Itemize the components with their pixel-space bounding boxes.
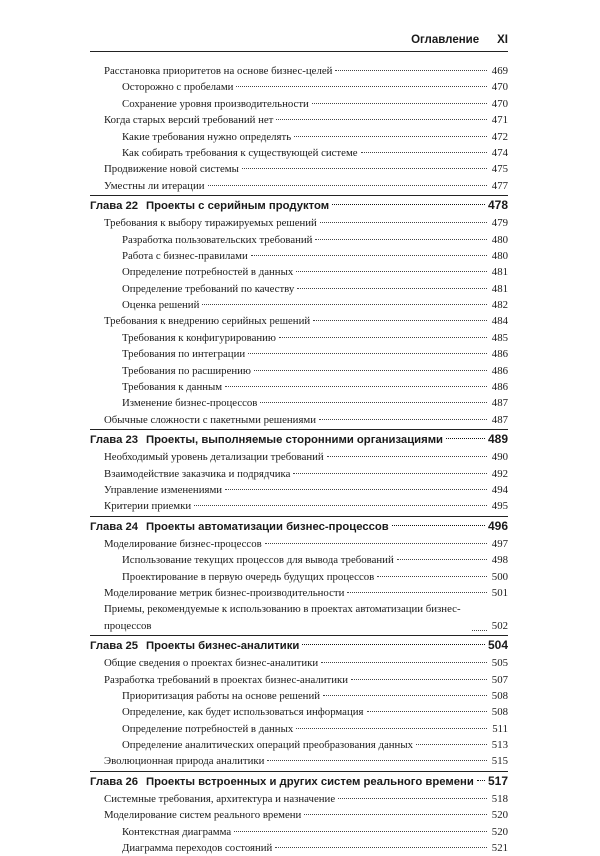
toc-entry-page: 481 xyxy=(491,282,508,295)
leader-dots xyxy=(367,711,487,712)
toc-entry-label: Изменение бизнес-процессов xyxy=(122,397,258,410)
leader-dots xyxy=(323,695,487,696)
toc-entry-page: 486 xyxy=(491,348,508,361)
toc-entry-page: 502 xyxy=(491,619,508,632)
chapter-title: Проекты, выполняемые сторонними организациями xyxy=(146,434,443,447)
toc-entry-page: 470 xyxy=(491,81,508,94)
toc-entry-page: 487 xyxy=(491,397,508,410)
chapter-page: 489 xyxy=(487,432,508,447)
toc-entry[interactable] xyxy=(90,264,508,280)
toc-entry[interactable] xyxy=(90,807,508,823)
chapter-page: 517 xyxy=(487,773,508,788)
toc-entry[interactable] xyxy=(90,721,508,737)
toc-entry[interactable] xyxy=(90,655,508,671)
chapter-title: Проекты встроенных и других систем реального времени xyxy=(146,775,474,788)
header-title: Оглавление xyxy=(411,34,480,46)
leader-dots xyxy=(225,386,487,387)
leader-dots xyxy=(361,152,487,153)
toc-entry-label: Осторожно с пробелами xyxy=(122,81,234,94)
leader-dots xyxy=(194,505,487,506)
toc-entry[interactable] xyxy=(90,248,508,264)
toc-entry[interactable] xyxy=(90,112,508,128)
toc-entry[interactable] xyxy=(90,536,508,552)
toc-entry[interactable] xyxy=(90,482,508,498)
leader-dots xyxy=(296,271,487,272)
toc-entry-page: 513 xyxy=(491,739,508,752)
toc-entry-label: Общие сведения о проектах бизнес-аналитики xyxy=(104,657,319,670)
toc-entry-label: Моделирование метрик бизнес-производительности xyxy=(104,586,345,599)
leader-dots xyxy=(236,86,487,87)
toc-entry-label: Моделирование систем реального времени xyxy=(104,809,302,822)
leader-dots xyxy=(315,239,487,240)
leader-dots xyxy=(332,204,485,205)
toc-entry[interactable] xyxy=(90,466,508,482)
toc-entry[interactable] xyxy=(90,232,508,248)
toc-entry-page: 471 xyxy=(491,114,508,127)
chapter-number: Глава 24 xyxy=(90,520,139,533)
toc-entry-label: Определение требований по качеству xyxy=(122,282,295,295)
toc-entry[interactable] xyxy=(90,552,508,568)
leader-dots xyxy=(338,798,487,799)
leader-dots xyxy=(319,419,487,420)
toc-entry-page: 520 xyxy=(491,809,508,822)
toc-entry[interactable] xyxy=(90,281,508,297)
running-header xyxy=(90,30,508,50)
toc-entry[interactable] xyxy=(90,96,508,112)
toc-entry-page: 482 xyxy=(491,299,508,312)
toc-entry-label: Необходимый уровень детализации требований xyxy=(104,451,324,464)
toc-entry-page: 481 xyxy=(491,266,508,279)
chapter-page: 496 xyxy=(487,518,508,533)
toc-entry-page: 505 xyxy=(491,657,508,670)
toc-entry[interactable] xyxy=(90,215,508,231)
toc-entry-label: Работа с бизнес-правилами xyxy=(122,249,248,262)
leader-dots xyxy=(335,70,487,71)
toc-entry[interactable] xyxy=(90,412,508,428)
toc-entry-label: Требования к внедрению серийных решений xyxy=(104,315,311,328)
toc-entry-label: Проектирование в первую очередь будущих процессов xyxy=(122,570,375,583)
leader-dots xyxy=(347,592,487,593)
toc-entry-label: Разработка требований в проектах бизнес-аналитики xyxy=(104,673,349,686)
toc-entry[interactable] xyxy=(90,129,508,145)
toc-entry[interactable] xyxy=(90,672,508,688)
leader-dots xyxy=(296,728,487,729)
toc-entry-page: 486 xyxy=(491,364,508,377)
chapter-heading[interactable] xyxy=(90,771,508,791)
leader-dots xyxy=(312,103,487,104)
toc-entry-page: 508 xyxy=(491,689,508,702)
toc-entry[interactable] xyxy=(90,79,508,95)
toc-entry-page: 480 xyxy=(491,249,508,262)
toc-entry[interactable] xyxy=(90,449,508,465)
chapter-number: Глава 23 xyxy=(90,434,139,447)
toc-entry-page: 486 xyxy=(491,381,508,394)
toc-entry-label: Требования по расширению xyxy=(122,364,251,377)
toc-entry[interactable] xyxy=(90,63,508,79)
toc-entry-page: 501 xyxy=(491,586,508,599)
toc-entry-label: Когда старых версий требований нет xyxy=(104,114,274,127)
toc-entry-label: Определение аналитических операций преобразования данных xyxy=(122,739,413,752)
chapter-title: Проекты бизнес-аналитики xyxy=(146,640,300,653)
leader-dots xyxy=(297,288,487,289)
toc-entry-label: Уместны ли итерации xyxy=(104,179,205,192)
toc-entry-label: Моделирование бизнес-процессов xyxy=(104,537,262,550)
chapter-heading[interactable] xyxy=(90,195,508,215)
toc-entry-label: Использование текущих процессов для вывода требований xyxy=(122,554,394,567)
header-page-number: XI xyxy=(497,34,508,46)
toc-entry-page: 470 xyxy=(491,97,508,110)
toc-entry-label: Требования к выбору тиражируемых решений xyxy=(104,217,317,230)
toc-entry-page: 480 xyxy=(491,233,508,246)
toc-entry[interactable] xyxy=(90,145,508,161)
toc-entry[interactable] xyxy=(90,569,508,585)
leader-dots xyxy=(267,760,487,761)
toc-entry-label: Обычные сложности с пакетными решениями xyxy=(104,413,317,426)
toc-entry-page: 479 xyxy=(491,217,508,230)
toc-entry[interactable] xyxy=(90,363,508,379)
toc-entry-label: Системные требования, архитектура и назначение xyxy=(104,792,336,805)
leader-dots xyxy=(251,255,487,256)
leader-dots xyxy=(276,119,487,120)
leader-dots xyxy=(416,744,487,745)
leader-dots xyxy=(397,559,487,560)
toc-entry-label: Сохранение уровня производительности xyxy=(122,97,309,110)
header-rule xyxy=(90,51,508,52)
toc-entry-page: 497 xyxy=(491,537,508,550)
toc-entry[interactable] xyxy=(90,395,508,411)
leader-dots xyxy=(248,353,487,354)
toc-entry[interactable] xyxy=(90,840,508,856)
chapter-number: Глава 25 xyxy=(90,640,139,653)
toc-entry[interactable] xyxy=(90,178,508,194)
toc-entry-page: 518 xyxy=(491,792,508,805)
leader-dots xyxy=(392,525,485,526)
leader-dots xyxy=(202,304,487,305)
leader-dots xyxy=(234,831,487,832)
chapter-heading[interactable] xyxy=(90,635,508,655)
toc-entry-page: 484 xyxy=(491,315,508,328)
leader-dots xyxy=(313,320,487,321)
leader-dots xyxy=(472,630,487,631)
toc-entry-label: Приемы, рекомендуемые к использованию в проектах автоматизации бизнес-процессов xyxy=(104,603,461,632)
toc-entry-label: Требования по интеграции xyxy=(122,348,246,361)
leader-dots xyxy=(321,662,487,663)
toc-entry-label: Контекстная диаграмма xyxy=(122,825,232,838)
toc-entry-label: Приоритизация работы на основе решений xyxy=(122,689,320,702)
leader-dots xyxy=(242,168,487,169)
toc-entry-label: Эволюционная природа аналитики xyxy=(104,755,265,768)
leader-dots xyxy=(351,679,487,680)
toc-entry-page: 521 xyxy=(491,842,508,855)
toc-entry[interactable] xyxy=(90,585,508,601)
toc-entry-label: Взаимодействие заказчика и подрядчика xyxy=(104,467,291,480)
leader-dots xyxy=(327,456,487,457)
chapter-title: Проекты автоматизации бизнес-процессов xyxy=(146,520,389,533)
leader-dots xyxy=(377,576,487,577)
toc-entry-page: 511 xyxy=(492,722,508,735)
toc-entry[interactable] xyxy=(90,346,508,362)
toc-entry-page: 495 xyxy=(491,500,508,513)
chapter-title: Проекты с серийным продуктом xyxy=(146,200,330,213)
toc-entry[interactable] xyxy=(90,297,508,313)
leader-dots xyxy=(225,489,487,490)
leader-dots xyxy=(320,222,487,223)
toc-entry[interactable] xyxy=(90,498,508,514)
toc-entry-label: Определение, как будет использоваться информация xyxy=(122,706,364,719)
toc-entry[interactable] xyxy=(90,330,508,346)
toc-entry[interactable] xyxy=(90,737,508,753)
toc-entry-page: 508 xyxy=(491,706,508,719)
toc-entry-label: Расстановка приоритетов на основе бизнес-целей xyxy=(104,65,333,77)
toc-entry[interactable] xyxy=(90,704,508,720)
toc-entry[interactable] xyxy=(90,824,508,840)
toc-entry[interactable] xyxy=(90,753,508,769)
leader-dots xyxy=(208,185,487,186)
leader-dots xyxy=(275,847,487,848)
chapter-number: Глава 22 xyxy=(90,200,139,213)
table-of-contents xyxy=(90,63,508,856)
leader-dots xyxy=(302,644,485,645)
toc-entry-page: 494 xyxy=(491,483,508,496)
toc-entry-page: 498 xyxy=(491,554,508,567)
leader-dots xyxy=(293,473,487,474)
toc-entry-page: 490 xyxy=(491,451,508,464)
leader-dots xyxy=(279,337,487,338)
leader-dots xyxy=(477,780,485,781)
toc-entry-page: 515 xyxy=(491,755,508,768)
leader-dots xyxy=(304,814,487,815)
toc-entry[interactable] xyxy=(90,601,508,634)
toc-entry-label: Определение потребностей в данных xyxy=(122,722,294,735)
toc-entry-page: 472 xyxy=(491,130,508,143)
chapter-page: 504 xyxy=(487,638,508,653)
toc-entry-page: 469 xyxy=(491,65,508,77)
toc-entry-label: Критерии приемки xyxy=(104,500,192,513)
toc-entry-label: Определение потребностей в данных xyxy=(122,266,294,279)
toc-entry-page: 507 xyxy=(491,673,508,686)
chapter-heading[interactable] xyxy=(90,429,508,449)
leader-dots xyxy=(260,402,487,403)
toc-entry-page: 492 xyxy=(491,467,508,480)
chapter-heading[interactable] xyxy=(90,516,508,536)
toc-entry-label: Требования к данным xyxy=(122,381,223,394)
toc-entry-page: 520 xyxy=(491,825,508,838)
leader-dots xyxy=(254,370,487,371)
toc-entry-page: 475 xyxy=(491,163,508,176)
toc-entry[interactable] xyxy=(90,688,508,704)
toc-entry-page: 500 xyxy=(491,570,508,583)
toc-entry-page: 487 xyxy=(491,413,508,426)
toc-entry[interactable] xyxy=(90,791,508,807)
toc-entry-label: Какие требования нужно определять xyxy=(122,130,292,143)
toc-entry[interactable] xyxy=(90,313,508,329)
toc-entry-page: 474 xyxy=(491,146,508,159)
toc-entry-page: 477 xyxy=(491,179,508,192)
toc-entry[interactable] xyxy=(90,379,508,395)
toc-entry-label: Оценка решений xyxy=(122,299,200,312)
leader-dots xyxy=(265,543,487,544)
chapter-page: 478 xyxy=(487,198,508,213)
toc-entry-label: Как собирать требования к существующей системе xyxy=(122,146,358,159)
toc-entry-label: Требования к конфигурированию xyxy=(122,331,276,344)
toc-entry-label: Разработка пользовательских требований xyxy=(122,233,313,246)
chapter-number: Глава 26 xyxy=(90,775,139,788)
toc-entry[interactable] xyxy=(90,161,508,177)
toc-entry-page: 485 xyxy=(491,331,508,344)
leader-dots xyxy=(446,438,485,439)
toc-entry-label: Продвижение новой системы xyxy=(104,163,239,176)
toc-entry-label: Диаграмма переходов состояний xyxy=(122,842,273,855)
leader-dots xyxy=(294,136,487,137)
toc-entry-label: Управление изменениями xyxy=(104,483,223,496)
